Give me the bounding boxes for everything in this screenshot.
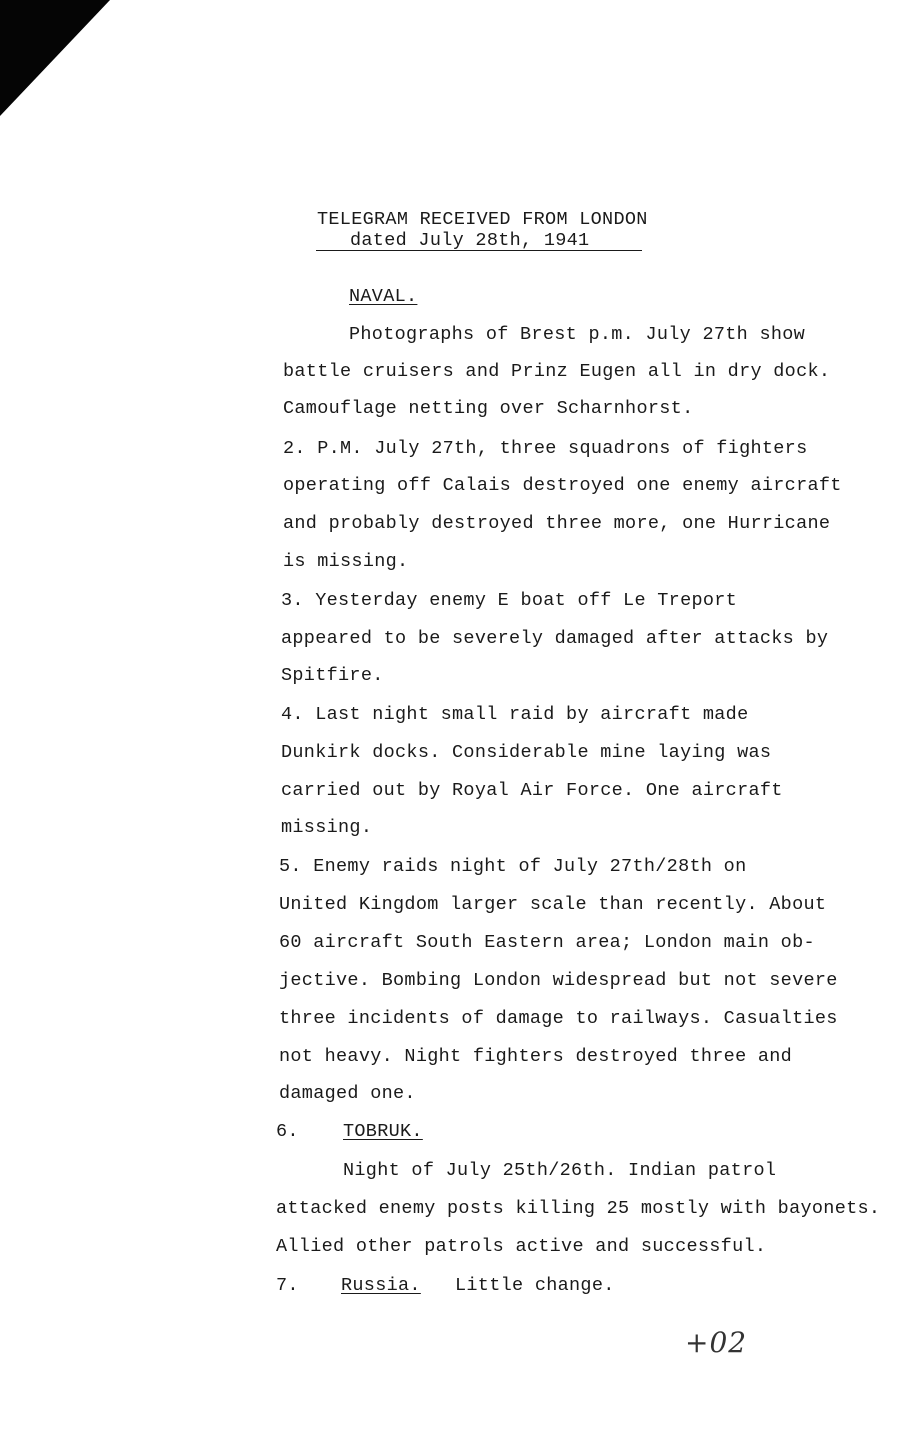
body-line: operating off Calais destroyed one enemy aircraft [283, 475, 842, 496]
header-underline [316, 250, 642, 251]
body-line: United Kingdom larger scale than recently. About [279, 894, 827, 915]
dark-corner-mark [0, 0, 110, 116]
telegram-title: TELEGRAM RECEIVED FROM LONDON [317, 209, 648, 230]
body-line: jective. Bombing London widespread but not severe [279, 970, 838, 991]
body-line: 4. Last night small raid by aircraft made [281, 704, 749, 725]
body-line: 5. Enemy raids night of July 27th/28th on [279, 856, 747, 877]
body-line: Night of July 25th/26th. Indian patrol [343, 1160, 777, 1181]
body-line: is missing. [283, 551, 409, 572]
body-line: and probably destroyed three more, one Hurricane [283, 513, 831, 534]
body-line: Dunkirk docks. Considerable mine laying was [281, 742, 772, 763]
body-line: Camouflage netting over Scharnhorst. [283, 398, 694, 419]
body-line: three incidents of damage to railways. Casualties [279, 1008, 838, 1029]
body-line: not heavy. Night fighters destroyed three and [279, 1046, 793, 1067]
russia-heading: Russia. [341, 1275, 421, 1296]
body-line: battle cruisers and Prinz Eugen all in dry dock. [283, 361, 831, 382]
handwritten-page-mark: +02 [685, 1326, 748, 1359]
body-line: 2. P.M. July 27th, three squadrons of fighters [283, 438, 808, 459]
body-line: Spitfire. [281, 665, 384, 686]
section-number: 6. [276, 1121, 299, 1142]
tobruk-heading: TOBRUK. [343, 1121, 423, 1142]
body-line: Photographs of Brest p.m. July 27th show [349, 324, 806, 345]
body-line: attacked enemy posts killing 25 mostly with bayonets. [276, 1198, 881, 1219]
body-line: missing. [281, 817, 373, 838]
body-line: 60 aircraft South Eastern area; London main ob- [279, 932, 815, 953]
body-line: carried out by Royal Air Force. One aircraft [281, 780, 783, 801]
telegram-date: dated July 28th, 1941 [350, 230, 590, 251]
body-line: Allied other patrols active and successful. [276, 1236, 767, 1257]
body-line: 3. Yesterday enemy E boat off Le Treport [281, 590, 738, 611]
naval-heading: NAVAL. [349, 286, 418, 307]
russia-text: Little change. [455, 1275, 615, 1296]
section-number: 7. [276, 1275, 299, 1296]
body-line: appeared to be severely damaged after attacks by [281, 628, 829, 649]
body-line: damaged one. [279, 1083, 416, 1104]
